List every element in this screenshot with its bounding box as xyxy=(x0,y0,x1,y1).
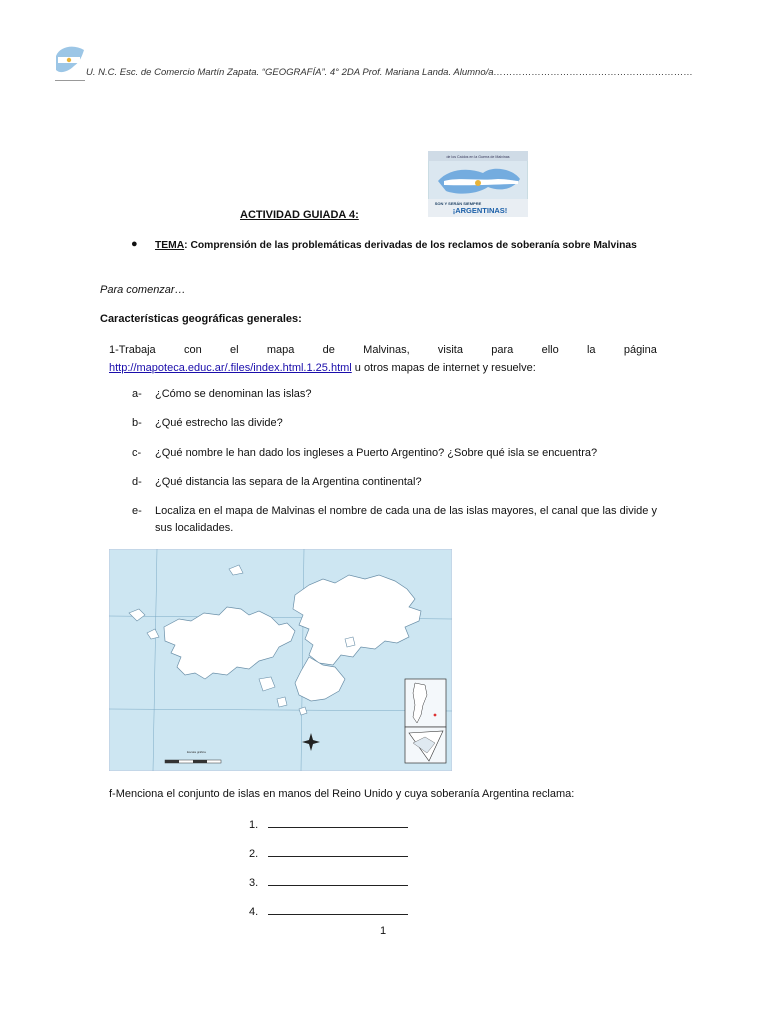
item-1-word: visita xyxy=(437,344,463,356)
tema-text: : Comprensión de las problemáticas derivadas de los reclamos de soberanía sobre Malvinas xyxy=(184,240,637,251)
poster-slogan-small: SON Y SERÁN SIEMPRE xyxy=(434,201,482,206)
section-subheading: Características geográficas generales: xyxy=(100,313,302,325)
answer-line-2 xyxy=(249,846,408,860)
school-logo-icon xyxy=(52,42,88,78)
answer-line-1 xyxy=(249,817,408,831)
answer-line-4 xyxy=(249,904,408,918)
poster-slogan-big: ¡ARGENTINAS! xyxy=(452,206,508,215)
question-text: ¿Qué nombre le han dado los ingleses a Puerto Argentino? ¿Sobre qué isla se encuentra? xyxy=(155,447,598,459)
question-text: Localiza en el mapa de Malvinas el nombre de cada una de las islas mayores, el canal que las divide y sus localidades. xyxy=(155,505,657,534)
malvinas-map xyxy=(109,549,452,771)
item-1-word: con xyxy=(183,344,202,356)
blank-line xyxy=(268,875,408,886)
bullet-icon: ● xyxy=(131,238,138,250)
list-number: 1. xyxy=(249,819,259,831)
blank-line xyxy=(268,904,408,915)
question-e xyxy=(132,503,657,537)
item-f-text: f-Menciona el conjunto de islas en manos del Reino Unido y cuya soberanía Argentina reclama: xyxy=(109,788,575,800)
question-text: ¿Qué distancia las separa de la Argentina continental? xyxy=(155,476,422,488)
blank-line xyxy=(268,846,408,857)
item-1-word: Malvinas, xyxy=(363,344,410,356)
item-1-word: para xyxy=(491,344,514,356)
item-1-word: la xyxy=(586,344,596,356)
question-d xyxy=(132,474,422,491)
blank-line xyxy=(268,817,408,828)
page-header: U. N.C. Esc. de Comercio Martín Zapata. “GEOGRAFÍA”. 4° 2DA Prof. Mariana Landa. Alumno/a……………………………………………………… xyxy=(86,67,694,78)
mapoteca-link[interactable]: http://mapoteca.educ.ar/.files/index.html.1.25.html xyxy=(109,362,352,374)
list-number: 3. xyxy=(249,877,259,889)
answer-line-3 xyxy=(249,875,408,889)
question-b xyxy=(132,415,283,432)
activity-title: ACTIVIDAD GUIADA 4: xyxy=(240,209,359,221)
item-1-word: el xyxy=(229,344,239,356)
item-1-word: de xyxy=(322,344,335,356)
question-c xyxy=(132,445,597,462)
poster-top-text: de los Caídos en la Guerra de Malvinas xyxy=(446,155,510,159)
inset-argentina-map xyxy=(405,679,446,727)
question-letter: e- xyxy=(132,505,142,517)
item-1-line-1 xyxy=(109,341,657,359)
header-underline xyxy=(55,80,85,81)
item-1-word: mapa xyxy=(266,344,295,356)
question-letter: a- xyxy=(132,388,142,400)
page-number: 1 xyxy=(380,925,387,937)
list-number: 2. xyxy=(249,848,259,860)
scale-label: Escala gráfica xyxy=(187,750,206,754)
item-1-paragraph xyxy=(109,341,657,377)
tema-label: TEMA xyxy=(155,240,185,251)
item-1-word: 1-Trabaja xyxy=(109,344,156,356)
question-letter: c- xyxy=(132,447,142,459)
item-1-word: ello xyxy=(541,344,559,356)
question-a xyxy=(132,386,312,403)
item-1-line-2-rest: u otros mapas de internet y resuelve: xyxy=(351,362,536,374)
item-1-word: página xyxy=(623,344,657,356)
list-number: 4. xyxy=(249,906,259,918)
question-text: ¿Cómo se denominan las islas? xyxy=(155,388,312,400)
item-1-line-2 xyxy=(109,359,657,377)
tema-line xyxy=(155,240,637,251)
question-letter: b- xyxy=(132,417,142,429)
malvinas-poster-image xyxy=(428,151,528,217)
inset-antarctic-map xyxy=(405,727,446,763)
intro-text: Para comenzar… xyxy=(100,284,186,296)
question-text: ¿Qué estrecho las divide? xyxy=(155,417,283,429)
question-letter: d- xyxy=(132,476,142,488)
